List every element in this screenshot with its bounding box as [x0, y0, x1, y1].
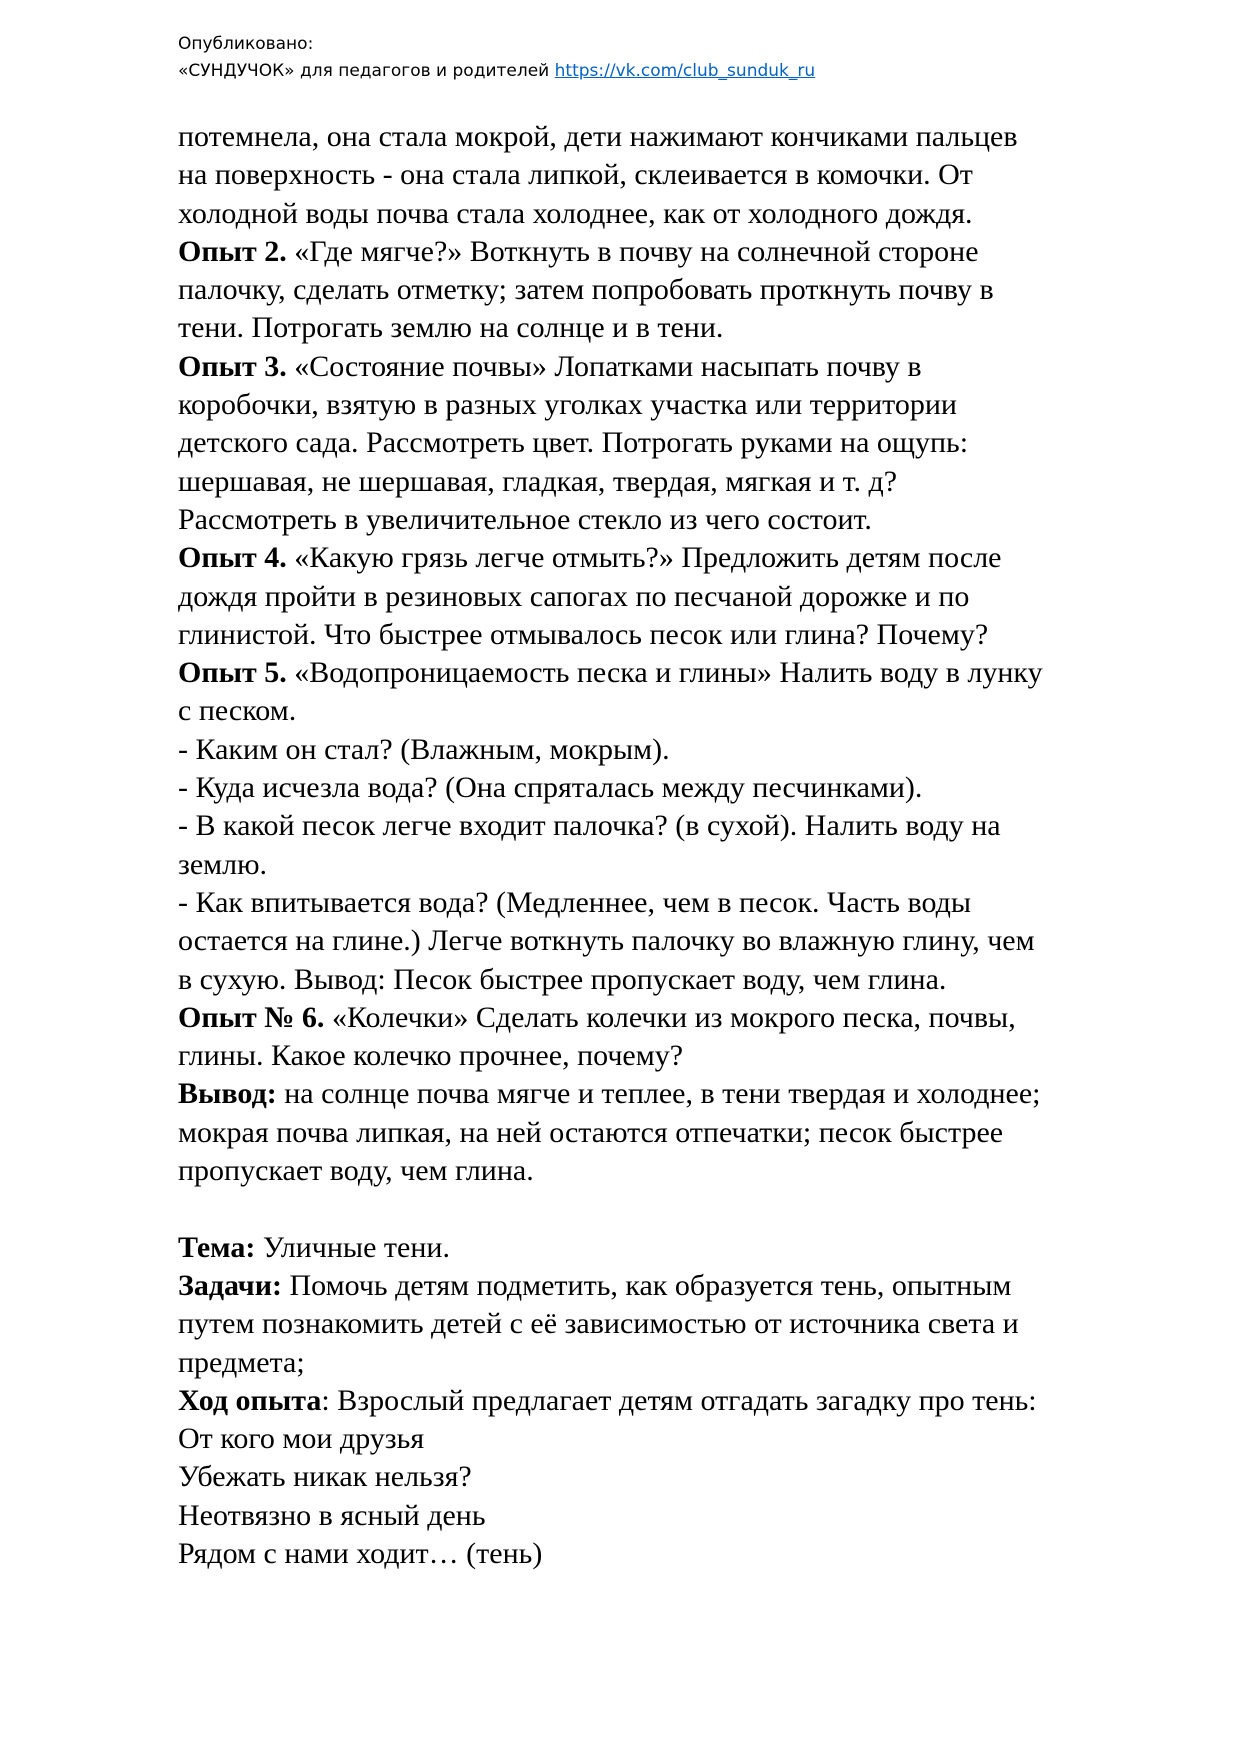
experiment-3-line: [178, 348, 1178, 386]
experiment-5-line: [178, 654, 1178, 692]
text-line: - Каким он стал? (Влажным, мокрым).: [178, 732, 670, 766]
riddle-line: Рядом с нами ходит… (тень): [178, 1536, 543, 1570]
text-line: мокрая почва липкая, на ней остаются отпечатки; песок быстрее: [178, 1115, 1004, 1149]
publisher-link[interactable]: https://vk.com/club_sunduk_ru: [554, 61, 816, 81]
experiment-6-label: Опыт № 6.: [178, 1000, 325, 1034]
text-line: путем познакомить детей с её зависимостью от источника света и: [178, 1307, 1019, 1341]
experiment-4-text: «Какую грязь легче отмыть?» Предложить детям после: [286, 541, 1002, 575]
text-line: глины. Какое колечко прочнее, почему?: [178, 1039, 684, 1073]
publisher-line: [178, 58, 815, 85]
experiment-5-label: Опыт 5.: [178, 656, 287, 690]
text-line: - Как впитывается вода? (Медленнее, чем в песок. Часть воды: [178, 885, 971, 919]
text-line: тени. Потрогать землю на солнце и в тени.: [178, 311, 724, 345]
document-body: [178, 118, 1178, 1573]
text-line: потемнела, она стала мокрой, дети нажимают кончиками пальцев: [178, 120, 1018, 153]
text-line: - В какой песок легче входит палочка? (в сухой). Налить воду на: [178, 809, 1001, 843]
experiment-2-line: [178, 233, 1178, 271]
text-line: пропускает воду, чем глина.: [178, 1154, 534, 1188]
experiment-3-label: Опыт 3.: [178, 349, 287, 383]
text-line: шершавая, не шершавая, гладкая, твердая, мягкая и т. д?: [178, 464, 898, 498]
text-line: дождя пройти в резиновых сапогах по песчаной дорожке и по: [178, 579, 970, 613]
course-label: Ход опыта: [178, 1383, 322, 1417]
published-label: Опубликовано:: [178, 34, 314, 54]
tasks-text: Помочь детям подметить, как образуется тень, опытным: [282, 1268, 1012, 1302]
text-line: на поверхность - она стала липкой, склеивается в комочки. От: [178, 158, 973, 192]
text-line: с песком.: [178, 694, 297, 728]
course-line: [178, 1382, 1178, 1420]
riddle-line: От кого мои друзья: [178, 1422, 425, 1456]
text-line: предмета;: [178, 1345, 305, 1379]
text-line: Рассмотреть в увеличительное стекло из чего состоит.: [178, 502, 872, 536]
text-line: палочку, сделать отметку; затем попробовать проткнуть почву в: [178, 273, 994, 307]
riddle-line: Неотвязно в ясный день: [178, 1498, 486, 1532]
experiment-5-text: «Водопроницаемость песка и глины» Налить воду в лунку: [286, 656, 1043, 690]
experiment-4-line: [178, 539, 1178, 577]
topic-label: Тема:: [178, 1230, 256, 1264]
conclusion-label: Вывод:: [178, 1077, 277, 1111]
text-line: - Куда исчезла вода? (Она спряталась между песчинками).: [178, 771, 923, 805]
text-line: в сухую. Вывод: Песок быстрее пропускает воду, чем глина.: [178, 962, 947, 996]
text-line: холодной воды почва стала холоднее, как от холодного дождя.: [178, 196, 973, 230]
text-line: глинистой. Что быстрее отмывалось песок или глина? Почему?: [178, 617, 989, 651]
course-text: : Взрослый предлагает детям отгадать загадку про тень:: [321, 1383, 1037, 1417]
conclusion-line: [178, 1075, 1178, 1113]
text-line: землю.: [178, 847, 268, 881]
experiment-2-text: «Где мягче?» Воткнуть в почву на солнечной стороне: [286, 234, 979, 268]
paragraph-gap: [178, 1190, 1178, 1228]
text-line: остается на глине.) Легче воткнуть палочку во влажную глину, чем: [178, 924, 1035, 958]
experiment-3-text: «Состояние почвы» Лопатками насыпать почву в: [286, 349, 922, 383]
conclusion-text: на солнце почва мягче и теплее, в тени твердая и холоднее;: [276, 1077, 1041, 1111]
experiment-6-text: «Колечки» Сделать колечки из мокрого песка, почвы,: [324, 1000, 1016, 1034]
experiment-6-line: [178, 999, 1178, 1037]
topic-text: Уличные тени.: [255, 1230, 450, 1264]
experiment-2-label: Опыт 2.: [178, 234, 287, 268]
experiment-4-label: Опыт 4.: [178, 541, 287, 575]
riddle-line: Убежать никак нельзя?: [178, 1460, 472, 1494]
tasks-line: [178, 1267, 1178, 1305]
topic-line: [178, 1229, 1178, 1267]
text-line: коробочки, взятую в разных уголках участка или территории: [178, 388, 957, 422]
publisher-text: «СУНДУЧОК» для педагогов и родителей: [178, 61, 555, 81]
text-line: детского сада. Рассмотреть цвет. Потрогать руками на ощупь:: [178, 426, 969, 460]
publication-header: [178, 31, 815, 85]
tasks-label: Задачи:: [178, 1268, 283, 1302]
